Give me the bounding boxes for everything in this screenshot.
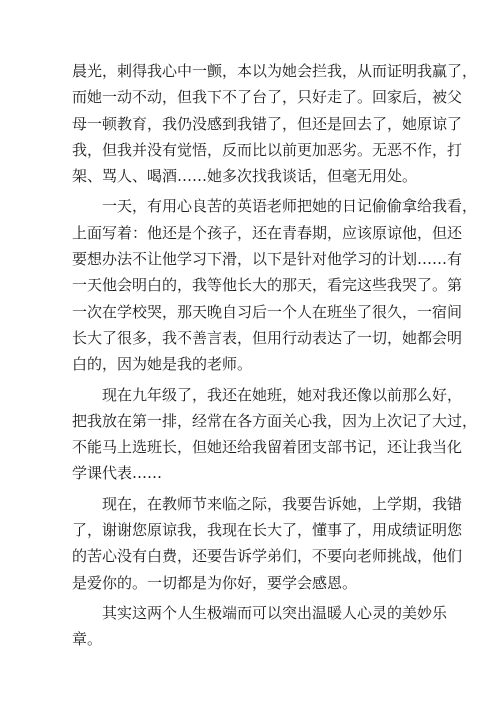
paragraph xyxy=(72,491,463,596)
paragraph xyxy=(72,58,478,189)
text-line: 章。 xyxy=(72,630,103,649)
text-line: 白的，因为她是我的老师。 xyxy=(72,355,253,374)
text-line: 一次在学校哭，那天晚自习后一个人在班坐了很久，一宿间 xyxy=(72,302,463,321)
text-line: 学课代表…… xyxy=(72,464,163,483)
text-line: 其实这两个人生极端而可以突出温暖人心灵的美妙乐 xyxy=(102,603,448,622)
text-line: 我，但我并没有觉悟，反而比以前更加恶劣。无恶不作，打 xyxy=(72,140,463,159)
text-line: 而她一动不动，但我下不了台了，只好走了。回家后，被父 xyxy=(72,88,463,107)
text-line: 不能马上选班长，但她还给我留着团支部书记，还让我当化 xyxy=(72,438,463,457)
text-line: 了，谢谢您原谅我，我现在长大了，懂事了，用成绩证明您 xyxy=(72,521,463,540)
text-line: 的苦心没有白费，还要告诉学弟们，不要向老师挑战，他们 xyxy=(72,547,463,566)
text-line: 晨光，刺得我心中一颤，本以为她会拦我，从而证明我赢了， xyxy=(72,62,478,80)
text-line: 现在九年级了，我还在她班，她对我还像以前那么好， xyxy=(102,385,463,404)
text-line: 长大了很多，我不善言表，但用行动表达了一切，她都会明 xyxy=(72,328,463,347)
text-line: 是爱你的。一切都是为你好，要学会感恩。 xyxy=(72,573,358,592)
paragraph xyxy=(72,193,478,377)
text-line: 架、骂人、喝酒……她多次找我谈话，但毫无用处。 xyxy=(72,167,418,186)
text-line: 一天，有用心良苦的英语老师把她的日记偷偷拿给我看， xyxy=(102,197,478,216)
text-line: 母一顿教育，我仍没感到我错了，但还是回去了，她原谅了 xyxy=(72,114,463,133)
text-line: 一天他会明白的，我等他长大的那天，看完这些我哭了。第 xyxy=(72,276,463,295)
paragraph xyxy=(72,600,448,653)
text-line: 要想办法不让他学习下滑，以下是针对他学习的计划……有 xyxy=(72,250,463,269)
text-line: 现在，在教师节来临之际，我要告诉她，上学期，我错 xyxy=(102,494,463,513)
text-line: 把我放在第一排，经常在各方面关心我，因为上次记了大过， xyxy=(72,411,478,430)
paragraph xyxy=(72,382,478,487)
text-line: 上面写着：他还是个孩子，还在青春期，应该原谅他，但还 xyxy=(72,223,463,242)
document-page xyxy=(72,58,478,653)
